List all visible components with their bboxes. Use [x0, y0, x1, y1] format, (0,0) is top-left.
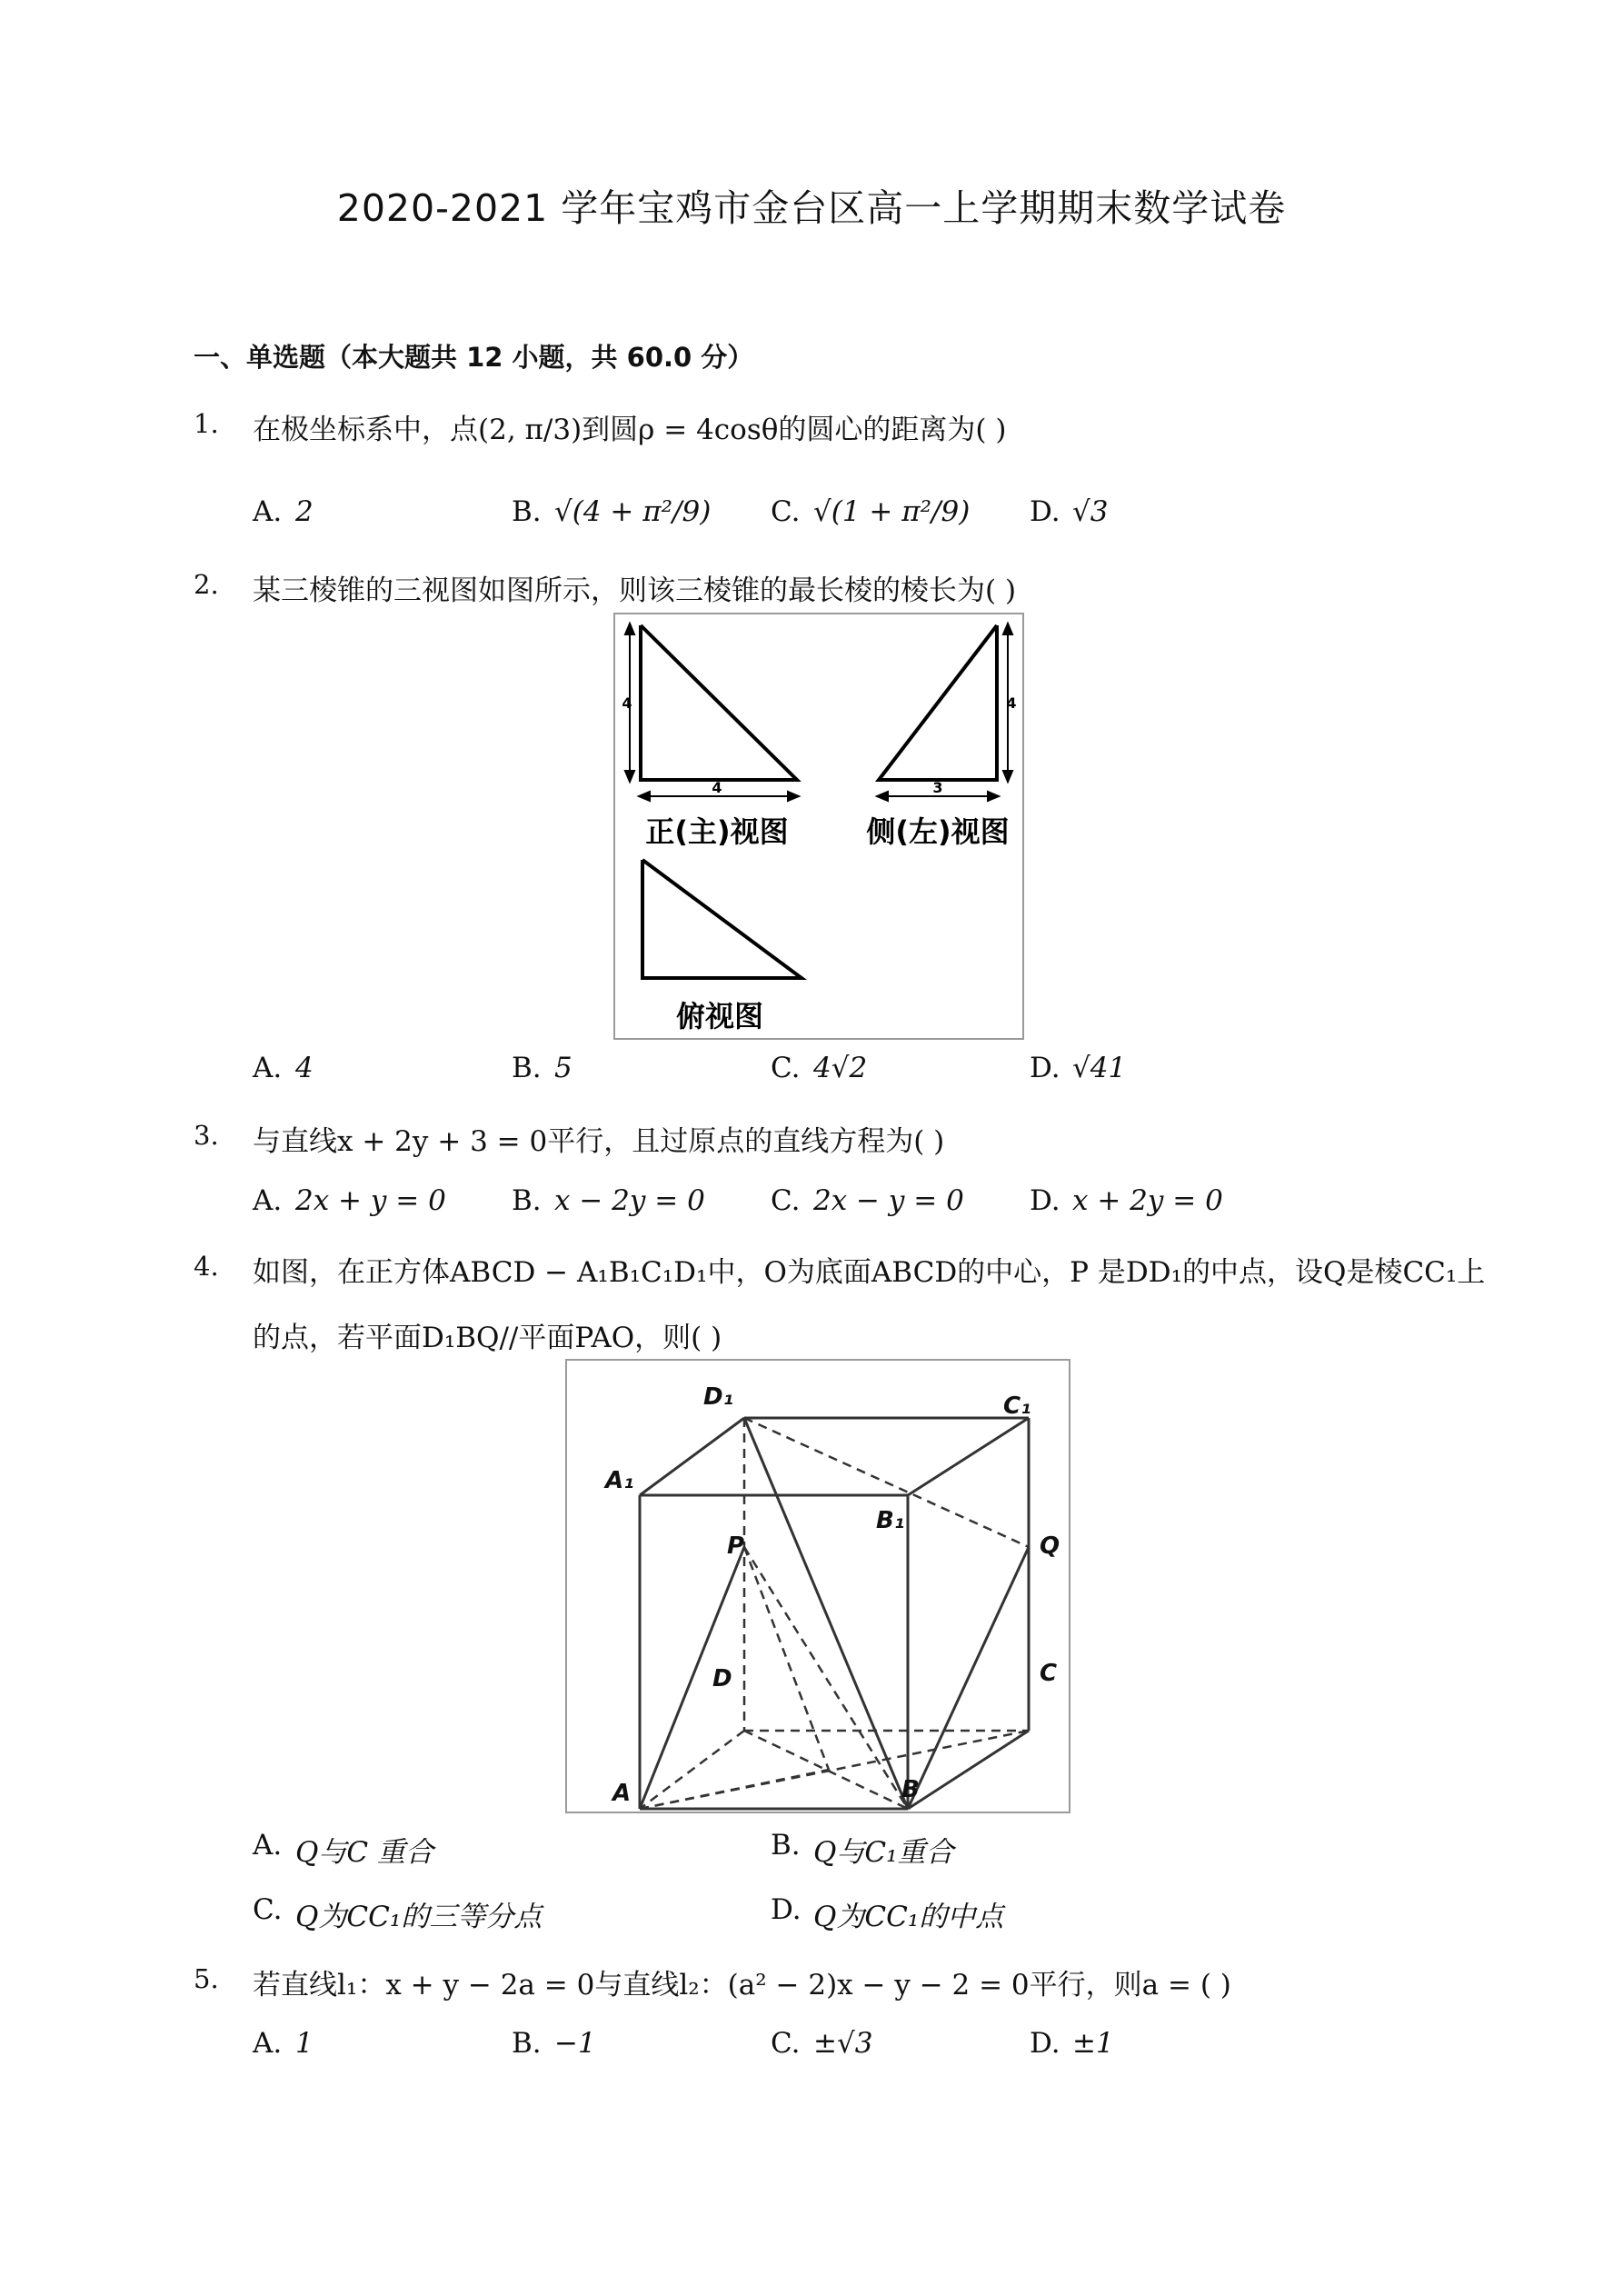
top-view-triangle	[642, 860, 802, 978]
question-text-line: 的点，若平面D₁BQ//平面PAO，则( )	[253, 1322, 722, 1354]
question-text-line: 如图，在正方体ABCD − A₁B₁C₁D₁中，O为底面ABCD的中心，P 是DD₁的中点，设Q是棱CC₁上	[253, 1256, 1486, 1289]
vertex-label-c1: C₁	[1003, 1393, 1031, 1420]
option-label: C.	[771, 1052, 801, 1084]
question-text: 在极坐标系中，点(2, π/3)到圆ρ = 4cosθ的圆心的距离为( )	[253, 414, 1007, 446]
option-label: A.	[253, 1184, 283, 1217]
option-label: D.	[771, 1893, 802, 1926]
cube-diagram	[567, 1361, 1069, 1812]
option-value: Q与C₁重合	[813, 1836, 954, 1869]
front-width-label: 4	[712, 779, 722, 796]
option-label: D.	[1030, 1052, 1060, 1084]
vertex-label-b: B	[901, 1776, 920, 1803]
option-value: ±√3	[813, 2027, 873, 2060]
cube-figure	[565, 1359, 1070, 1813]
arrow-right-icon	[788, 792, 799, 801]
option-value: 2x + y = 0	[295, 1184, 446, 1217]
option-value: 2x − y = 0	[813, 1184, 964, 1217]
front-view-triangle	[641, 625, 797, 780]
option-label: B.	[512, 1184, 542, 1217]
option-value: ±1	[1072, 2027, 1114, 2060]
option-value: Q与C 重合	[295, 1836, 433, 1869]
option-label: B.	[512, 1052, 542, 1084]
arrow-up-icon	[1003, 624, 1012, 634]
question-number: 5.	[194, 1963, 219, 1994]
side-view-label: 侧(左)视图	[866, 814, 1010, 849]
section-header: 一、单选题（本大题共 12 小题，共 60.0 分）	[194, 342, 754, 373]
arrow-down-icon	[1003, 771, 1012, 782]
question-number: 2.	[194, 569, 219, 600]
arrow-right-icon	[988, 792, 999, 801]
option-label: B.	[771, 1829, 801, 1862]
option-value: 4√2	[813, 1052, 868, 1084]
top-view-label: 俯视图	[675, 999, 764, 1033]
option-label: C.	[253, 1893, 283, 1926]
option-label: A.	[253, 2027, 283, 2060]
vertex-label-d1: D₁	[703, 1383, 733, 1411]
arrow-left-icon	[639, 792, 650, 801]
option-value: √(1 + π²/9)	[813, 495, 971, 528]
option-value: x + 2y = 0	[1072, 1184, 1223, 1217]
option-label: A.	[253, 495, 283, 528]
arrow-left-icon	[877, 792, 888, 801]
option-label: C.	[771, 495, 801, 528]
option-value: 5	[554, 1052, 573, 1084]
vertex-label-b1: B₁	[876, 1507, 905, 1534]
option-value: Q为CC₁的中点	[813, 1901, 1004, 1933]
vertex-label-p: P	[727, 1532, 745, 1560]
option-label: D.	[1030, 495, 1060, 528]
vertex-label-a: A	[612, 1780, 632, 1807]
vertex-label-a1: A₁	[605, 1467, 634, 1494]
option-value: x − 2y = 0	[554, 1184, 705, 1217]
option-label: C.	[771, 2027, 801, 2060]
option-value: Q为CC₁的三等分点	[295, 1901, 543, 1933]
vertex-label-c: C	[1040, 1660, 1058, 1687]
question-number: 1.	[194, 408, 219, 439]
three-view-figure	[613, 613, 1024, 1040]
question-text: 某三棱锥的三视图如图所示，则该三棱锥的最长棱的棱长为( )	[253, 574, 1017, 607]
arrow-down-icon	[625, 771, 634, 782]
option-value: √41	[1072, 1052, 1127, 1084]
option-label: D.	[1030, 2027, 1060, 2060]
option-label: D.	[1030, 1184, 1060, 1217]
option-label: A.	[253, 1829, 283, 1862]
side-width-label: 3	[932, 779, 943, 796]
arrow-up-icon	[625, 624, 634, 634]
vertex-label-q: Q	[1040, 1532, 1060, 1560]
side-height-label: 4	[1006, 694, 1017, 712]
vertex-label-d: D	[712, 1665, 732, 1692]
option-value: √(4 + π²/9)	[554, 495, 712, 528]
option-label: B.	[512, 495, 542, 528]
front-view-label: 正(主)视图	[645, 814, 789, 849]
option-value: √3	[1072, 495, 1109, 528]
option-label: B.	[512, 2027, 542, 2060]
option-label: C.	[771, 1184, 801, 1217]
question-number: 3.	[194, 1120, 219, 1151]
option-value: 1	[295, 2027, 314, 2060]
option-value: −1	[554, 2027, 596, 2060]
question-text: 若直线l₁：x + y − 2a = 0与直线l₂：(a² − 2)x − y − 2 = 0平行，则a = ( )	[253, 1969, 1231, 2002]
question-number: 4.	[194, 1251, 219, 1282]
front-height-label: 4	[622, 694, 632, 712]
question-text: 与直线x + 2y + 3 = 0平行，且过原点的直线方程为( )	[253, 1125, 945, 1158]
side-view-triangle	[879, 625, 997, 780]
three-view-diagram	[615, 614, 1022, 1038]
option-value: 2	[295, 495, 314, 528]
option-value: 4	[295, 1052, 314, 1084]
option-label: A.	[253, 1052, 283, 1084]
page-title: 2020-2021 学年宝鸡市金台区高一上学期期末数学试卷	[336, 186, 1287, 230]
